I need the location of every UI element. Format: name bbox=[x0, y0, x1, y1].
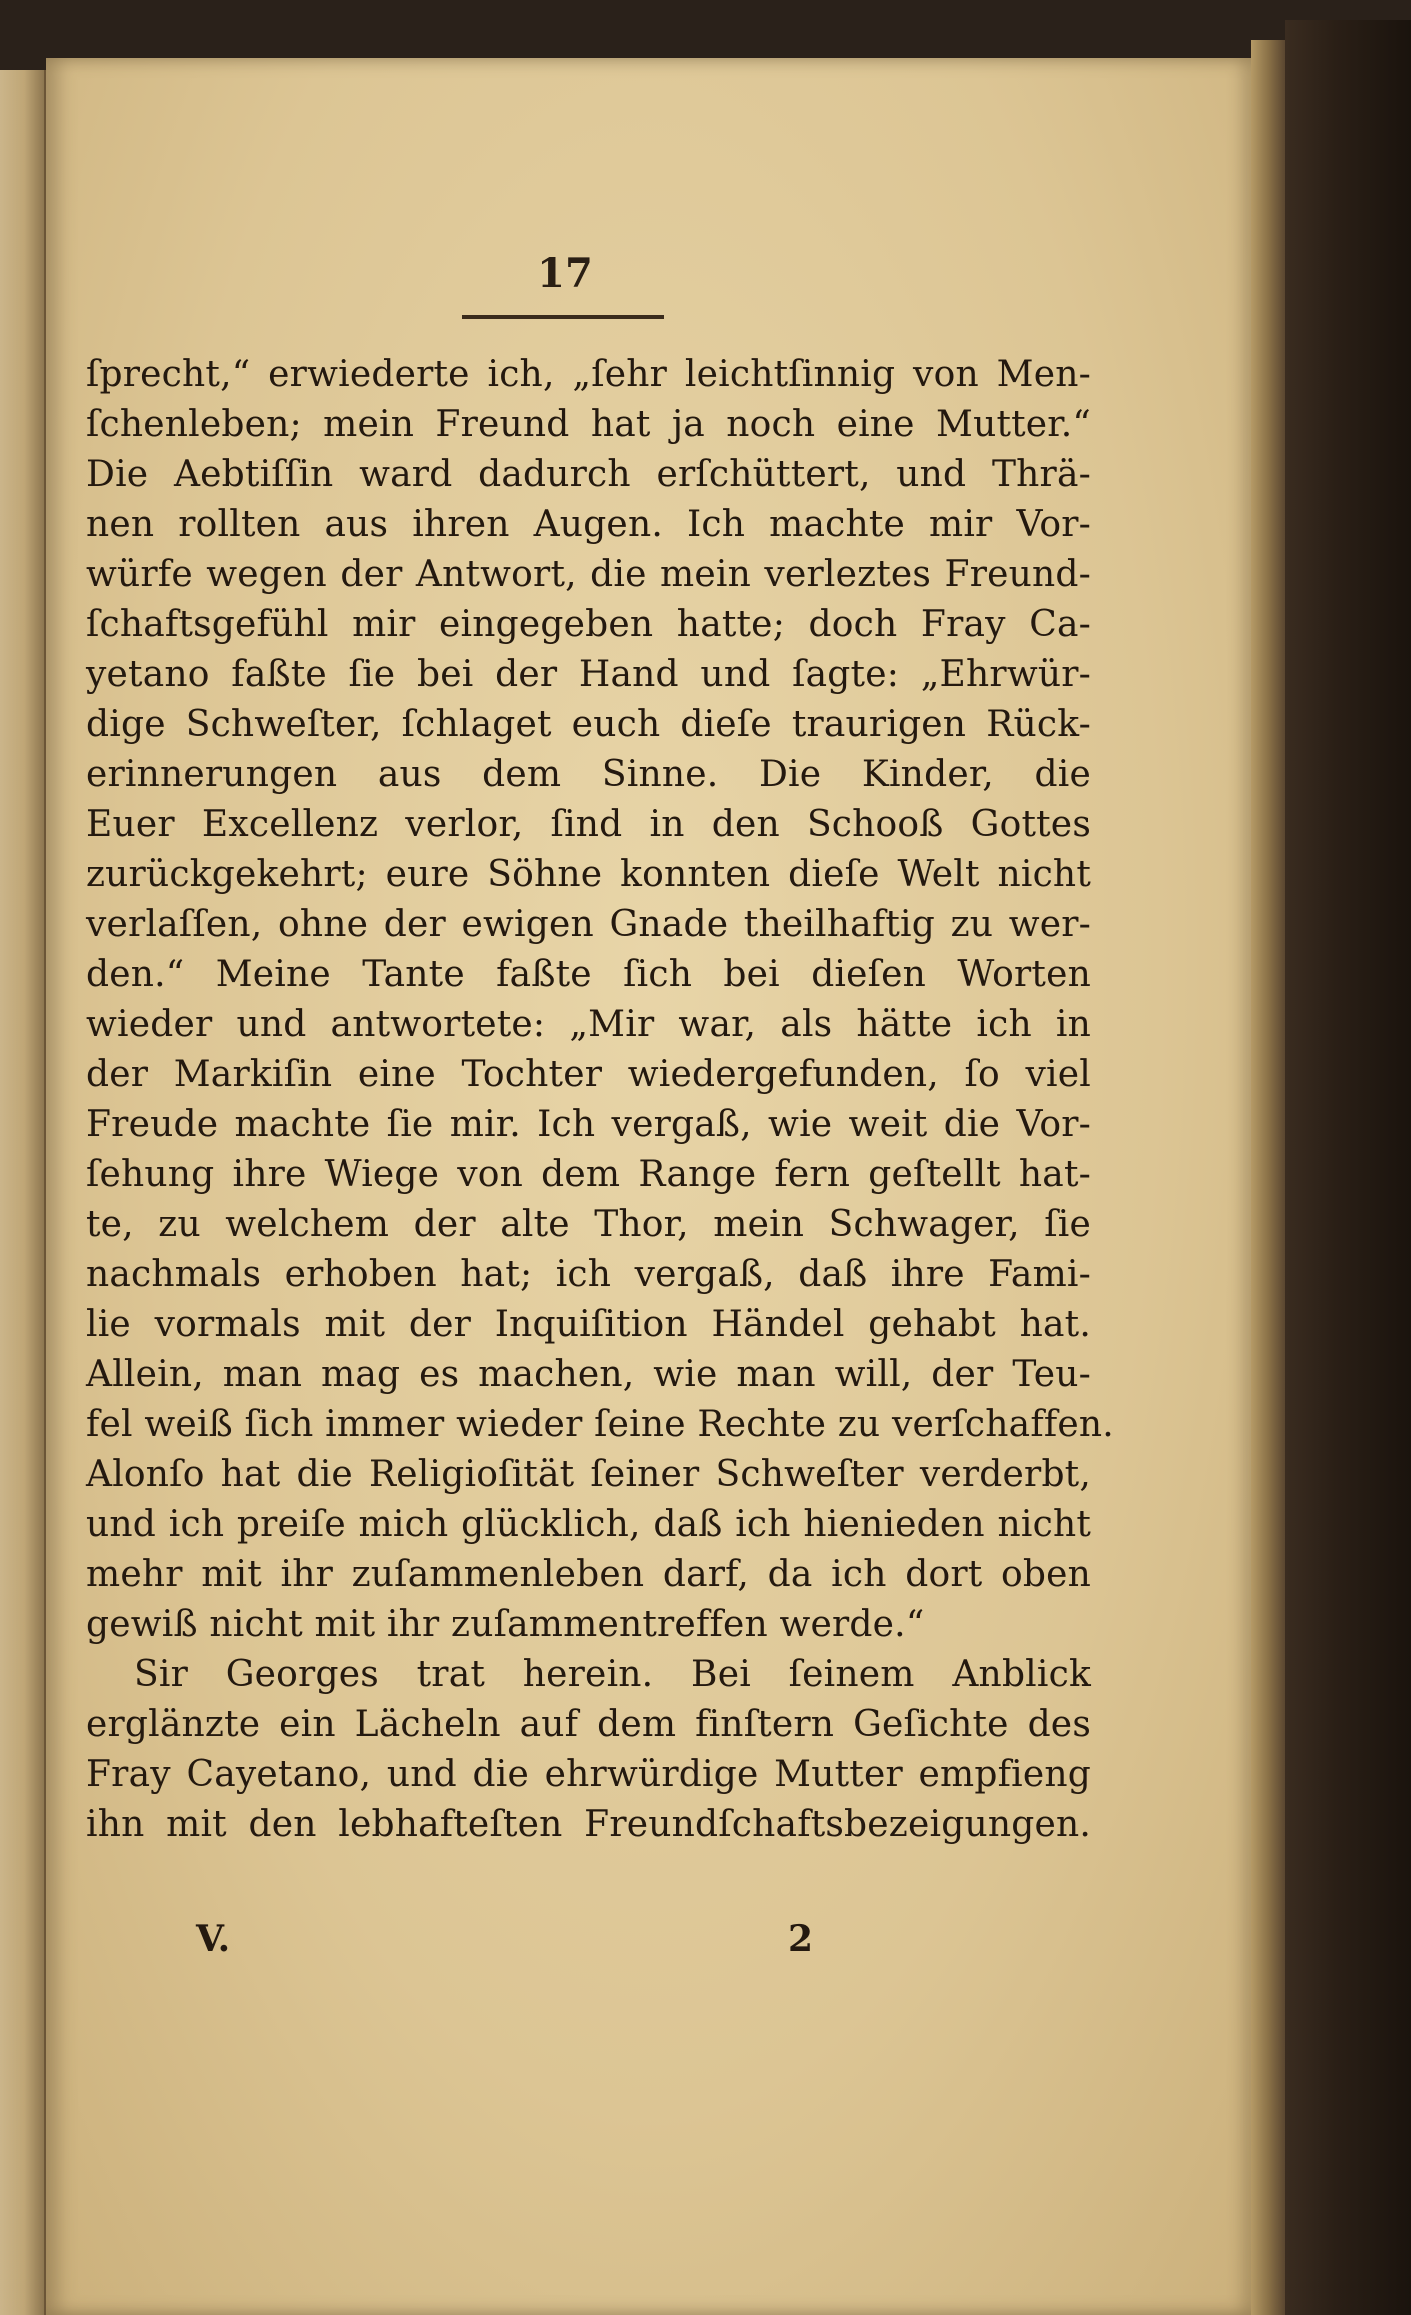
book-cover-edge bbox=[1285, 20, 1411, 2315]
header-rule bbox=[462, 315, 664, 319]
body-text bbox=[86, 350, 1114, 1850]
text-line: nen rollten aus ihren Augen. Ich machte mir Vor- bbox=[86, 504, 1091, 545]
text-line: wieder und antwortete: „Mir war, als hätte ich in bbox=[86, 1004, 1091, 1045]
text-line: Alonſo hat die Religioſität ſeiner Schweſter verderbt, bbox=[86, 1454, 1091, 1495]
text-line: der Markiſin eine Tochter wiedergefunden, ſo viel bbox=[86, 1054, 1091, 1095]
text-line: nachmals erhoben hat; ich vergaß, daß ihre Fami- bbox=[86, 1254, 1091, 1295]
text-line: den.“ Meine Tante faßte ſich bei dieſen Worten bbox=[86, 954, 1091, 995]
page-number: 17 bbox=[537, 250, 593, 297]
text-line: würfe wegen der Antwort, die mein verleztes Freund- bbox=[86, 554, 1091, 595]
text-line: Fray Cayetano, und die ehrwürdige Mutter empfieng bbox=[86, 1754, 1091, 1795]
signature-mark: V. bbox=[196, 1918, 231, 1960]
text-line: zurückgekehrt; eure Söhne konnten dieſe Welt nicht bbox=[86, 854, 1091, 895]
text-line: gewiß nicht mit ihr zuſammentreffen werde.“ bbox=[86, 1604, 925, 1645]
text-line: lie vormals mit der Inquiſition Händel gehabt hat. bbox=[86, 1304, 1091, 1345]
text-line: yetano faßte ſie bei der Hand und ſagte: „Ehrwür- bbox=[86, 654, 1091, 695]
text-line: dige Schweſter, ſchlaget euch dieſe traurigen Rück- bbox=[86, 704, 1091, 745]
text-line: mehr mit ihr zuſammenleben darf, da ich dort oben bbox=[86, 1554, 1091, 1595]
text-line: verlaſſen, ohne der ewigen Gnade theilhaftig zu wer- bbox=[86, 904, 1091, 945]
gathering-number: 2 bbox=[788, 1918, 814, 1960]
text-line: Allein, man mag es machen, wie man will, der Teu- bbox=[86, 1354, 1091, 1395]
text-line: ſprecht,“ erwiederte ich, „ſehr leichtſinnig von Men- bbox=[86, 354, 1091, 395]
text-line: Die Aebtiſſin ward dadurch erſchüttert, und Thrä- bbox=[86, 454, 1091, 495]
text-line: erglänzte ein Lächeln auf dem finſtern Geſichte des bbox=[86, 1704, 1091, 1745]
text-line: ſehung ihre Wiege von dem Range fern geſtellt hat- bbox=[86, 1154, 1091, 1195]
text-line: ihn mit den lebhafteſten Freundſchaftsbezeigungen. bbox=[86, 1804, 1091, 1845]
text-line: te, zu welchem der alte Thor, mein Schwager, ſie bbox=[86, 1204, 1091, 1245]
text-line: Euer Excellenz verlor, ſind in den Schooß Gottes bbox=[86, 804, 1091, 845]
text-line: erinnerungen aus dem Sinne. Die Kinder, die bbox=[86, 754, 1091, 795]
text-line: Freude machte ſie mir. Ich vergaß, wie weit die Vor- bbox=[86, 1104, 1091, 1145]
page-block-edge bbox=[1251, 40, 1285, 2315]
text-line: und ich preiſe mich glücklich, daß ich hienieden nicht bbox=[86, 1504, 1091, 1545]
text-line: ſchenleben; mein Freund hat ja noch eine Mutter.“ bbox=[86, 404, 1091, 445]
text-line: ſchaftsgefühl mir eingegeben hatte; doch Fray Ca- bbox=[86, 604, 1091, 645]
text-line: Sir Georges trat herein. Bei ſeinem Anblick bbox=[134, 1654, 1091, 1695]
text-line: fel weiß ſich immer wieder ſeine Rechte zu verſchaffen. bbox=[86, 1404, 1114, 1445]
previous-page-edge bbox=[0, 70, 46, 2315]
